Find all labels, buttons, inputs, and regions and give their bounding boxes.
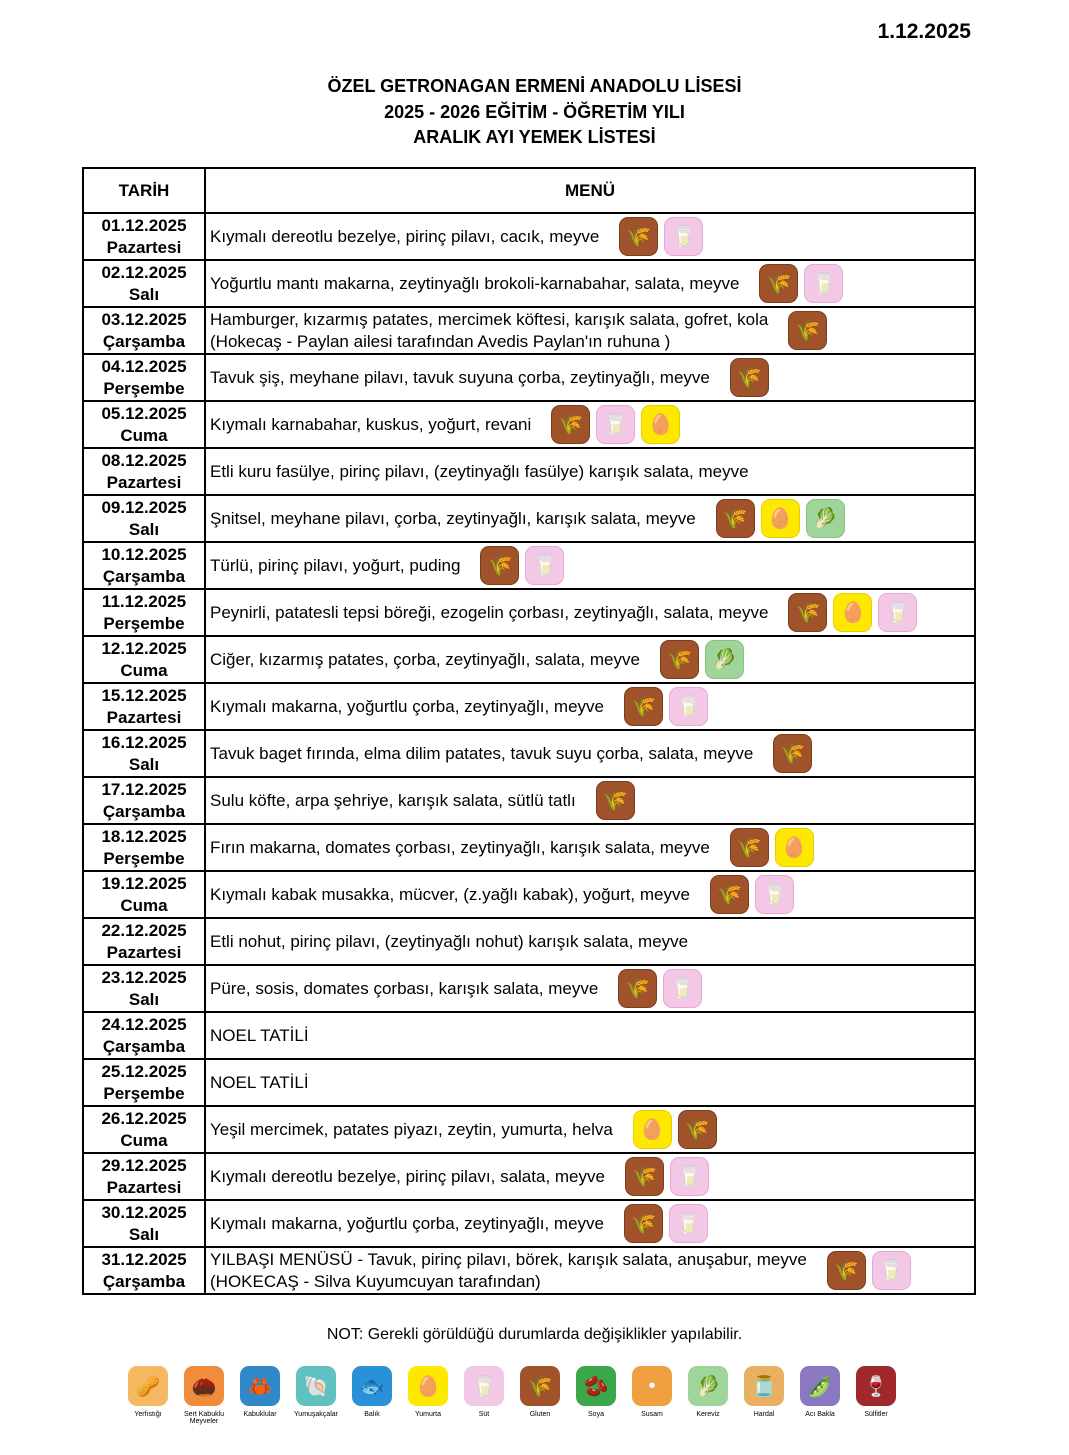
legend-item-yerfistigi <box>120 1366 176 1425</box>
menu-text <box>210 649 640 671</box>
menu-text <box>210 884 690 906</box>
allergen-icons <box>480 546 564 585</box>
table-row <box>83 1247 975 1294</box>
table-row <box>83 542 975 589</box>
row-menu-cell <box>205 1106 975 1153</box>
row-day: Pazartesi <box>106 1177 182 1197</box>
column-header-date: TARİH <box>83 168 205 213</box>
celery-icon: 🥬 <box>705 640 744 679</box>
menu-text <box>210 414 531 436</box>
menu-table <box>82 167 976 1295</box>
menu-line-2: (Hokecaş - Paylan ailesi tarafından Avedis Paylan'ın ruhuna ) <box>210 331 671 351</box>
row-date: 03.12.2025 <box>101 309 187 329</box>
row-date-cell <box>83 730 205 777</box>
row-date-cell <box>83 1153 205 1200</box>
gluten-icon: 🌾 <box>596 781 635 820</box>
allergen-icons <box>710 875 794 914</box>
legend-label: Kabuklular <box>243 1411 277 1418</box>
row-date: 31.12.2025 <box>101 1249 187 1269</box>
menu-text <box>210 555 460 577</box>
row-date-cell <box>83 918 205 965</box>
row-date: 19.12.2025 <box>101 873 187 893</box>
row-date: 17.12.2025 <box>101 779 187 799</box>
sulfitler-icon: 🍷 <box>856 1366 896 1406</box>
egg-icon: 🥚 <box>761 499 800 538</box>
table-row <box>83 683 975 730</box>
kabuklular-icon: 🦀 <box>240 1366 280 1406</box>
menu-line: Etli nohut, pirinç pilavı, (zeytinyağlı nohut) karışık salata, meyve <box>210 931 689 951</box>
menu-text <box>210 461 749 483</box>
menu-line: Kıymalı makarna, yoğurtlu çorba, zeytinyağlı, meyve <box>210 696 604 716</box>
row-menu-cell <box>205 1247 975 1294</box>
row-date: 12.12.2025 <box>101 638 187 658</box>
row-day: Cuma <box>120 660 168 680</box>
row-date: 18.12.2025 <box>101 826 187 846</box>
legend-label: Balık <box>364 1411 380 1418</box>
menu-line: Püre, sosis, domates çorbası, karışık salata, meyve <box>210 978 599 998</box>
legend-item-hardal <box>736 1366 792 1425</box>
celery-icon: 🥬 <box>806 499 845 538</box>
menu-text <box>210 273 739 295</box>
row-date-cell <box>83 401 205 448</box>
legend-label: Yumurta <box>414 1411 442 1418</box>
legend-label: Sülfitler <box>864 1411 888 1418</box>
menu-line: Ciğer, kızarmış patates, çorba, zeytinyağlı, salata, meyve <box>210 649 640 669</box>
table-row <box>83 777 975 824</box>
menu-line-2: (HOKECAŞ - Silva Kuyumcuyan tarafından) <box>210 1271 541 1291</box>
row-day: Cuma <box>120 895 168 915</box>
row-day: Çarşamba <box>102 331 186 351</box>
table-row <box>83 730 975 777</box>
row-date: 02.12.2025 <box>101 262 187 282</box>
gluten-icon: 🌾 <box>827 1251 866 1290</box>
gluten-icon: 🌾 <box>618 969 657 1008</box>
school-name: ÖZEL GETRONAGAN ERMENİ ANADOLU LİSESİ <box>327 76 742 96</box>
row-date-cell <box>83 965 205 1012</box>
legend-label: Soya <box>588 1411 604 1418</box>
table-row <box>83 965 975 1012</box>
egg-icon: 🥚 <box>775 828 814 867</box>
list-title: ARALIK AYI YEMEK LİSTESİ <box>413 127 656 147</box>
row-menu-cell <box>205 1012 975 1059</box>
row-day: Salı <box>128 519 160 539</box>
row-date-cell <box>83 260 205 307</box>
allergen-icons <box>788 311 827 350</box>
row-menu-cell <box>205 448 975 495</box>
row-date-cell <box>83 777 205 824</box>
row-date: 11.12.2025 <box>101 591 187 611</box>
legend-item-kabuklular <box>232 1366 288 1425</box>
row-menu-cell <box>205 1200 975 1247</box>
row-menu-cell <box>205 542 975 589</box>
menu-line: Hamburger, kızarmış patates, mercimek köftesi, karışık salata, gofret, kola <box>210 309 769 329</box>
legend-label: Acı Bakla <box>805 1411 835 1418</box>
row-date: 22.12.2025 <box>101 920 187 940</box>
gluten-icon: 🌾 <box>678 1110 717 1149</box>
row-date: 16.12.2025 <box>101 732 187 752</box>
row-date-cell <box>83 307 205 354</box>
menu-text <box>210 978 598 1000</box>
row-date-cell <box>83 213 205 260</box>
menu-text <box>210 1213 604 1235</box>
allergen-icons <box>618 969 702 1008</box>
menu-text <box>210 226 599 248</box>
row-day: Pazartesi <box>106 472 182 492</box>
legend-item-yumurta <box>400 1366 456 1425</box>
legend-label: Gluten <box>529 1411 551 1418</box>
legend-label: Hardal <box>753 1411 775 1418</box>
table-row <box>83 824 975 871</box>
gluten-icon: 🌾 <box>788 593 827 632</box>
milk-icon: 🥛 <box>804 264 843 303</box>
row-date-cell <box>83 1012 205 1059</box>
note-text: NOT: Gerekli görüldüğü durumlarda değişiklikler yapılabilir. <box>326 1326 743 1343</box>
gluten-icon: 🌾 <box>716 499 755 538</box>
row-day: Perşembe <box>103 848 185 868</box>
allergen-icons <box>730 358 769 397</box>
menu-line: Kıymalı makarna, yoğurtlu çorba, zeytinyağlı, meyve <box>210 1213 604 1233</box>
row-menu-cell <box>205 777 975 824</box>
table-row <box>83 1059 975 1106</box>
menu-text <box>210 1025 309 1047</box>
milk-icon: 🥛 <box>663 969 702 1008</box>
legend-item-sut <box>456 1366 512 1425</box>
kereviz-icon: 🥬 <box>688 1366 728 1406</box>
table-row <box>83 918 975 965</box>
row-day: Pazartesi <box>106 237 182 257</box>
menu-text <box>210 931 688 953</box>
hardal-icon: 🫙 <box>744 1366 784 1406</box>
row-date: 10.12.2025 <box>101 544 187 564</box>
row-day: Çarşamba <box>102 1271 186 1291</box>
row-date: 30.12.2025 <box>101 1202 187 1222</box>
legend-label: Süt <box>478 1411 490 1418</box>
gluten-icon: 🌾 <box>730 358 769 397</box>
susam-icon: • <box>632 1366 672 1406</box>
gluten-icon: 🌾 <box>551 405 590 444</box>
milk-icon: 🥛 <box>525 546 564 585</box>
table-row <box>83 1106 975 1153</box>
allergen-icons <box>551 405 680 444</box>
yerfistigi-icon: 🥜 <box>128 1366 168 1406</box>
table-row <box>83 354 975 401</box>
menu-text <box>210 367 710 389</box>
gluten-icon: 🌾 <box>730 828 769 867</box>
gluten-icon: 🌾 <box>520 1366 560 1406</box>
table-row <box>83 260 975 307</box>
row-date-cell <box>83 495 205 542</box>
egg-icon: 🥚 <box>833 593 872 632</box>
aci-bakla-icon: 🫛 <box>800 1366 840 1406</box>
menu-line: Etli kuru fasülye, pirinç pilavı, (zeytinyağlı fasülye) karışık salata, meyve <box>210 461 749 481</box>
row-day: Cuma <box>120 1130 168 1150</box>
row-menu-cell <box>205 307 975 354</box>
allergen-icons <box>596 781 635 820</box>
legend-label: Kereviz <box>696 1411 720 1418</box>
academic-year: 2025 - 2026 EĞİTİM - ÖĞRETİM YILI <box>384 101 685 122</box>
menu-line: Türlü, pirinç pilavı, yoğurt, puding <box>210 555 461 575</box>
allergen-icons <box>633 1110 717 1149</box>
allergen-icons <box>624 1204 708 1243</box>
row-day: Perşembe <box>103 613 185 633</box>
row-day: Perşembe <box>103 1083 185 1103</box>
menu-line: Tavuk şiş, meyhane pilavı, tavuk suyuna çorba, zeytinyağlı, meyve <box>210 367 710 387</box>
gluten-icon: 🌾 <box>624 1204 663 1243</box>
table-row <box>83 1153 975 1200</box>
milk-icon: 🥛 <box>669 1204 708 1243</box>
row-menu-cell <box>205 824 975 871</box>
row-date-cell <box>83 871 205 918</box>
soya-icon: 🫘 <box>576 1366 616 1406</box>
row-menu-cell <box>205 401 975 448</box>
row-date-cell <box>83 1106 205 1153</box>
row-date: 15.12.2025 <box>101 685 187 705</box>
row-date-cell <box>83 683 205 730</box>
menu-text <box>210 837 710 859</box>
allergen-icons <box>625 1157 709 1196</box>
allergen-icons <box>827 1251 911 1290</box>
row-day: Çarşamba <box>102 801 186 821</box>
balik-icon: 🐟 <box>352 1366 392 1406</box>
table-row <box>83 636 975 683</box>
row-date-cell <box>83 589 205 636</box>
menu-line: YILBAŞI MENÜSÜ - Tavuk, pirinç pilavı, börek, karışık salata, anuşabur, meyve <box>210 1249 807 1269</box>
row-date: 09.12.2025 <box>101 497 187 517</box>
row-day: Cuma <box>120 425 168 445</box>
row-day: Salı <box>128 989 160 1009</box>
menu-text <box>210 309 768 353</box>
legend-item-susam <box>624 1366 680 1425</box>
menu-text <box>210 1119 613 1141</box>
allergen-legend <box>120 1366 904 1425</box>
legend-item-sulfitler <box>848 1366 904 1425</box>
row-date-cell <box>83 1059 205 1106</box>
gluten-icon: 🌾 <box>773 734 812 773</box>
milk-icon: 🥛 <box>878 593 917 632</box>
legend-item-yumusakcalar <box>288 1366 344 1425</box>
allergen-icons <box>730 828 814 867</box>
gluten-icon: 🌾 <box>480 546 519 585</box>
row-day: Pazartesi <box>106 707 182 727</box>
row-menu-cell <box>205 213 975 260</box>
gluten-icon: 🌾 <box>759 264 798 303</box>
menu-text <box>210 790 576 812</box>
menu-text <box>210 1166 605 1188</box>
legend-label: Susam <box>641 1411 663 1418</box>
allergen-icons <box>619 217 703 256</box>
row-menu-cell <box>205 636 975 683</box>
legend-item-gluten <box>512 1366 568 1425</box>
row-menu-cell <box>205 1153 975 1200</box>
table-row <box>83 1200 975 1247</box>
menu-text <box>210 743 753 765</box>
table-row <box>83 1012 975 1059</box>
menu-line: Tavuk baget fırında, elma dilim patates, tavuk suyu çorba, salata, meyve <box>210 743 754 763</box>
gluten-icon: 🌾 <box>660 640 699 679</box>
menu-line: Kıymalı karnabahar, kuskus, yoğurt, revani <box>210 414 532 434</box>
column-header-menu: MENÜ <box>205 168 975 213</box>
row-date: 04.12.2025 <box>101 356 187 376</box>
row-date: 24.12.2025 <box>101 1014 187 1034</box>
menu-line: Yeşil mercimek, patates piyazı, zeytin, yumurta, helva <box>210 1119 613 1139</box>
row-date-cell <box>83 542 205 589</box>
row-date-cell <box>83 448 205 495</box>
row-day: Çarşamba <box>102 1036 186 1056</box>
row-menu-cell <box>205 871 975 918</box>
row-date: 08.12.2025 <box>101 450 187 470</box>
egg-icon: 🥚 <box>633 1110 672 1149</box>
sert-icon: 🌰 <box>184 1366 224 1406</box>
menu-line: NOEL TATİLİ <box>210 1025 309 1045</box>
menu-line: Kıymalı dereotlu bezelye, pirinç pilavı, cacık, meyve <box>210 226 600 246</box>
row-date: 01.12.2025 <box>101 215 187 235</box>
milk-icon: 🥛 <box>596 405 635 444</box>
document-titles <box>0 74 1069 151</box>
row-date-cell <box>83 636 205 683</box>
menu-text <box>210 602 768 624</box>
table-row <box>83 495 975 542</box>
milk-icon: 🥛 <box>670 1157 709 1196</box>
row-date-cell <box>83 354 205 401</box>
row-day: Salı <box>128 754 160 774</box>
row-menu-cell <box>205 683 975 730</box>
row-menu-cell <box>205 965 975 1012</box>
row-menu-cell <box>205 730 975 777</box>
row-menu-cell <box>205 354 975 401</box>
milk-icon: 🥛 <box>664 217 703 256</box>
table-row <box>83 307 975 354</box>
legend-label: Yumuşakçalar <box>294 1411 338 1418</box>
allergen-icons <box>660 640 744 679</box>
menu-line: Fırın makarna, domates çorbası, zeytinyağlı, karışık salata, meyve <box>210 837 710 857</box>
milk-icon: 🥛 <box>755 875 794 914</box>
table-row <box>83 871 975 918</box>
egg-icon: 🥚 <box>641 405 680 444</box>
menu-line: Peynirli, patatesli tepsi böreği, ezogelin çorbası, zeytinyağlı, salata, meyve <box>210 602 769 622</box>
legend-item-sert <box>176 1366 232 1425</box>
allergen-icons <box>788 593 917 632</box>
gluten-icon: 🌾 <box>625 1157 664 1196</box>
allergen-icons <box>759 264 843 303</box>
table-row <box>83 589 975 636</box>
row-date-cell <box>83 1200 205 1247</box>
legend-item-soya <box>568 1366 624 1425</box>
row-day: Çarşamba <box>102 566 186 586</box>
menu-line: NOEL TATİLİ <box>210 1072 309 1092</box>
allergen-icons <box>624 687 708 726</box>
allergen-icons <box>773 734 812 773</box>
row-day: Perşembe <box>103 378 185 398</box>
yumusakcalar-icon: 🐚 <box>296 1366 336 1406</box>
menu-text <box>210 1249 807 1293</box>
row-date: 23.12.2025 <box>101 967 187 987</box>
row-menu-cell <box>205 918 975 965</box>
milk-icon: 🥛 <box>669 687 708 726</box>
table-row <box>83 213 975 260</box>
gluten-icon: 🌾 <box>619 217 658 256</box>
row-date-cell <box>83 824 205 871</box>
sut-icon: 🥛 <box>464 1366 504 1406</box>
milk-icon: 🥛 <box>872 1251 911 1290</box>
gluten-icon: 🌾 <box>624 687 663 726</box>
row-date-cell <box>83 1247 205 1294</box>
row-day: Salı <box>128 284 160 304</box>
menu-line: Yoğurtlu mantı makarna, zeytinyağlı brokoli-karnabahar, salata, meyve <box>210 273 740 293</box>
menu-text <box>210 696 604 718</box>
document-date: 1.12.2025 <box>877 20 971 43</box>
row-date: 29.12.2025 <box>101 1155 187 1175</box>
menu-text <box>210 508 696 530</box>
menu-line: Sulu köfte, arpa şehriye, karışık salata, sütlü tatlı <box>210 790 576 810</box>
gluten-icon: 🌾 <box>710 875 749 914</box>
legend-label: Sert Kabuklu Meyveler <box>183 1411 225 1425</box>
row-date: 26.12.2025 <box>101 1108 187 1128</box>
allergen-icons <box>716 499 845 538</box>
row-menu-cell <box>205 1059 975 1106</box>
menu-line: Kıymalı dereotlu bezelye, pirinç pilavı, salata, meyve <box>210 1166 605 1186</box>
table-header-row <box>83 168 975 213</box>
legend-label: Yerfıstığı <box>134 1411 162 1418</box>
row-day: Pazartesi <box>106 942 182 962</box>
table-row <box>83 448 975 495</box>
row-menu-cell <box>205 260 975 307</box>
legend-item-balik <box>344 1366 400 1425</box>
menu-line: Kıymalı kabak musakka, mücver, (z.yağlı kabak), yoğurt, meyve <box>210 884 690 904</box>
legend-item-aci_bakla <box>792 1366 848 1425</box>
row-menu-cell <box>205 589 975 636</box>
row-date: 25.12.2025 <box>101 1061 187 1081</box>
table-row <box>83 401 975 448</box>
yumurta-icon: 🥚 <box>408 1366 448 1406</box>
gluten-icon: 🌾 <box>788 311 827 350</box>
menu-line: Şnitsel, meyhane pilavı, çorba, zeytinyağlı, karışık salata, meyve <box>210 508 696 528</box>
row-day: Salı <box>128 1224 160 1244</box>
row-date: 05.12.2025 <box>101 403 187 423</box>
row-menu-cell <box>205 495 975 542</box>
legend-item-kereviz <box>680 1366 736 1425</box>
menu-text <box>210 1072 309 1094</box>
